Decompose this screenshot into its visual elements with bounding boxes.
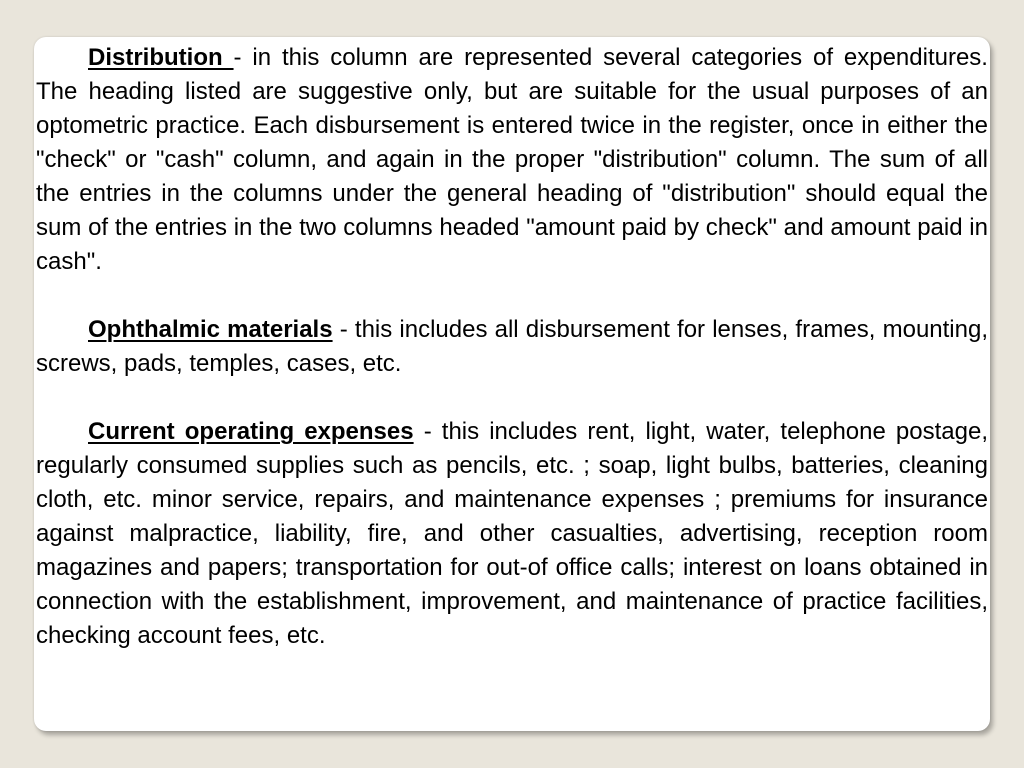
slide-text-body [36,41,988,653]
definition-ophthalmic-materials: - this includes all disbursement for lenses, frames, mounting, screws, pads, temples, cases, etc. [36,316,989,377]
paragraph-current-operating-expenses [36,415,988,653]
term-ophthalmic-materials: Ophthalmic materials [88,316,333,343]
definition-current-operating-expenses: - this includes rent, light, water, telephone postage, regularly consumed supplies such as pencils, etc. ; soap, light bulbs, batteries, cleaning cloth, etc. minor service, repairs, and maintenance expenses ; premiums for insurance against malpractice, liability, fire, and other casualties, advertising, reception room magazines and papers; transportation for out-of office calls; interest on loans obtained in connection with the establishment, improvement, and maintenance of practice facilities, checking account fees, etc. [36,418,989,649]
paragraph-ophthalmic-materials [36,313,988,381]
definition-distribution: - in this column are represented several categories of expenditures. The heading listed are suggestive only, but are suitable for the usual purposes of an optometric practice. Each disbursement is entered twice in the register, once in either the "check" or "cash" column, and again in the proper "distribution" column. The sum of all the entries in the columns under the general heading of "distribution" should equal the sum of the entries in the two columns headed "amount paid by check" and amount paid in cash". [36,44,988,275]
paragraph-distribution [36,41,988,279]
slide-card [34,37,990,731]
term-distribution: Distribution [88,44,234,71]
term-current-operating-expenses: Current operating expenses [88,418,414,445]
